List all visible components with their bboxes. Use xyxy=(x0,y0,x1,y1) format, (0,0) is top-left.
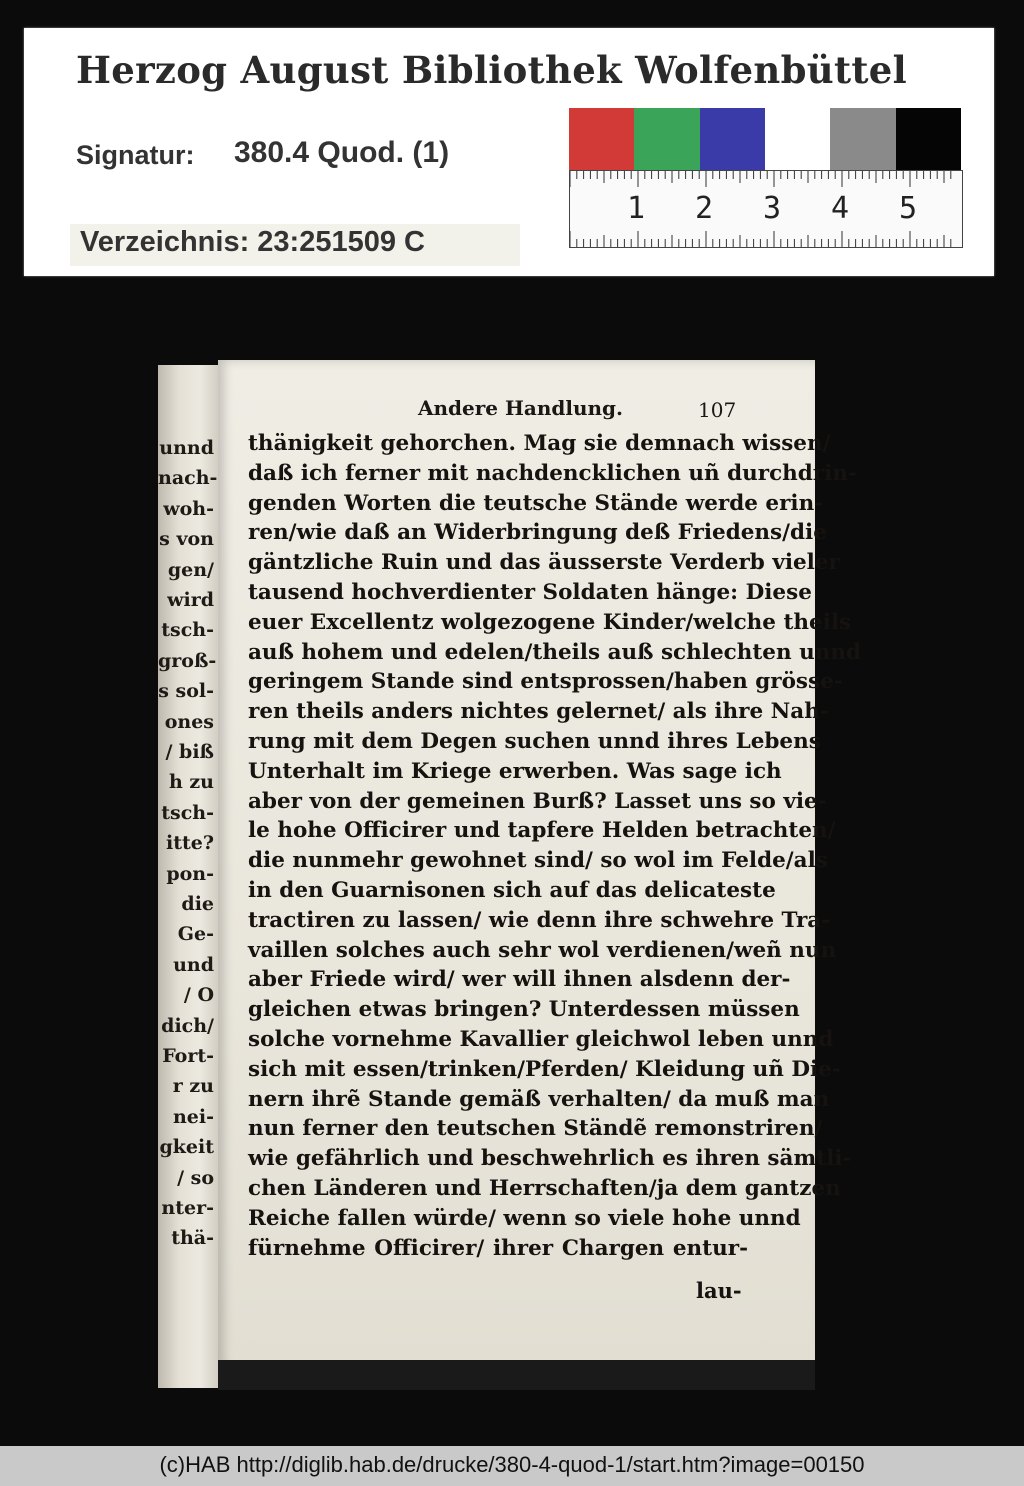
text-line: sich mit essen/trinken/Pferden/ Kleidung uñ Die- xyxy=(248,1056,841,1082)
verzeichnis-value: Verzeichnis: 23:251509 C xyxy=(80,226,425,258)
text-line: chen Länderen und Herrschaften/ja dem gantzen xyxy=(248,1176,841,1201)
text-line: nun ferner den teutschen Ständẽ remonstriren/ xyxy=(248,1116,823,1142)
signatur-label: Signatur: xyxy=(76,140,195,170)
facing-page-fragment: nach- xyxy=(158,467,218,490)
text-line: gleichen etwas bringen? Unterdessen müssen xyxy=(248,997,800,1023)
text-line: tausend hochverdienter Soldaten hänge: Diese xyxy=(248,580,812,605)
text-line: rung mit dem Degen suchen unnd ihres Lebens xyxy=(248,729,821,754)
scale-ruler xyxy=(569,170,963,248)
text-line: genden Worten die teutsche Stände werde erin- xyxy=(248,490,824,516)
facing-page-fragment: nei- xyxy=(172,1105,214,1128)
text-line: in den Guarnisonen sich auf das delicateste xyxy=(248,878,776,903)
facing-page-fragment: nter- xyxy=(161,1197,214,1219)
facing-page-fragment: gen/ xyxy=(167,558,214,581)
facing-page-fragment: r zu xyxy=(172,1075,214,1098)
facing-page-fragment: groß- xyxy=(158,649,217,672)
text-line: die nunmehr gewohnet sind/ so wol im Felde/als xyxy=(248,848,828,874)
text-line: Unterhalt im Kriege erwerben. Was sage ich xyxy=(248,758,782,784)
running-head: Andere Handlung. xyxy=(418,396,623,420)
text-line: wie gefährlich und beschwehrlich es ihren sämtli- xyxy=(248,1146,852,1172)
text-line: auß hohem und edelen/theils auß schlechten unnd xyxy=(248,639,862,665)
facing-page-fragment: tsch- xyxy=(161,619,214,642)
library-title: Herzog August Bibliothek Wolfenbüttel xyxy=(76,48,907,92)
facing-page-fragment: und xyxy=(173,953,214,976)
text-line: fürnehme Officirer/ ihrer Chargen entur- xyxy=(248,1235,748,1261)
text-line: Reiche fallen würde/ wenn so viele hohe unnd xyxy=(248,1205,801,1231)
catchword: lau- xyxy=(696,1278,742,1303)
facing-page-fragment: tsch- xyxy=(161,801,214,824)
library-header-card xyxy=(24,28,994,276)
text-line: daß ich ferner mit nachdencklichen uñ durchdrin- xyxy=(248,460,857,486)
page-number: 107 xyxy=(698,398,737,422)
swatch-blue xyxy=(700,108,765,170)
swatch-green xyxy=(634,108,699,170)
text-line: nern ihrẽ Stande gemäß verhalten/ da muß man xyxy=(248,1086,830,1112)
text-line: le hohe Officirer und tapfere Helden betrachten/ xyxy=(248,818,836,844)
book-page xyxy=(218,360,862,1370)
facing-page-fragment: / biß xyxy=(165,741,214,763)
facing-page-fragment: wird xyxy=(167,589,214,611)
text-line: thänigkeit gehorchen. Mag sie demnach wissen/ xyxy=(248,431,831,456)
text-line: tractiren zu lassen/ wie denn ihre schwehre Tra- xyxy=(248,907,831,933)
facing-page-fragment: gkeit xyxy=(159,1136,214,1159)
text-line: gäntzliche Ruin und das äusserste Verderb vieler xyxy=(248,550,840,576)
facing-page-fragment: Fort- xyxy=(162,1045,214,1067)
text-line: ren theils anders nichtes gelernet/ als ihre Nah- xyxy=(248,699,829,725)
facing-page-fragment: / O xyxy=(183,984,214,1007)
facing-page-fragment: itte? xyxy=(166,832,214,855)
facing-page-strip xyxy=(158,365,218,1388)
facing-page-fragment: h zu xyxy=(168,771,214,794)
facing-page-fragment: ones xyxy=(164,710,214,733)
facing-page-fragment: unnd xyxy=(159,437,214,459)
text-line: ren/wie daß an Widerbringung deß Friedens/die xyxy=(248,520,827,546)
text-line: vaillen solches auch sehr wol verdienen/weñ nun xyxy=(248,937,837,963)
text-line: geringem Stande sind entsprossen/haben grösse- xyxy=(248,669,843,695)
signatur-value: 380.4 Quod. (1) xyxy=(234,136,450,169)
footer-bar xyxy=(0,1446,1024,1486)
swatch-gray xyxy=(830,108,895,170)
ruler-number-1: 1 xyxy=(626,191,646,226)
text-line: aber von der gemeinen Burß? Lasset uns so vie- xyxy=(248,788,827,814)
color-calibration-chart xyxy=(569,108,961,170)
swatch-white xyxy=(765,108,830,170)
text-line: euer Excellentz wolgezogene Kinder/welche theils xyxy=(248,609,852,635)
text-line: solche vornehme Kavallier gleichwol leben unnd xyxy=(248,1027,834,1052)
text-line: aber Friede wird/ wer will ihnen alsdenn der- xyxy=(248,967,791,993)
facing-page-fragment: dich/ xyxy=(161,1014,214,1037)
facing-page-fragment: s sol- xyxy=(158,680,214,703)
ruler-number-4: 4 xyxy=(830,191,850,226)
ruler-number-5: 5 xyxy=(898,191,918,226)
ruler-number-2: 2 xyxy=(694,191,714,226)
facing-page-fragment: woh- xyxy=(163,497,214,520)
ruler-number-3: 3 xyxy=(762,191,782,226)
facing-page-fragment: pon- xyxy=(166,862,214,885)
facing-page-fragment: / so xyxy=(177,1166,214,1189)
facing-page-fragment: s von xyxy=(159,528,214,551)
swatch-red xyxy=(569,108,634,170)
swatch-black xyxy=(896,108,961,170)
facing-page-fragment: die xyxy=(181,893,214,915)
facing-page-fragment: thä- xyxy=(171,1227,214,1250)
facing-page-fragment: Ge- xyxy=(177,923,214,946)
copyright-url: (c)HAB http://diglib.hab.de/drucke/380-4-quod-1/start.htm?image=00150 xyxy=(159,1452,865,1477)
page-bottom-shadow xyxy=(218,1360,815,1390)
